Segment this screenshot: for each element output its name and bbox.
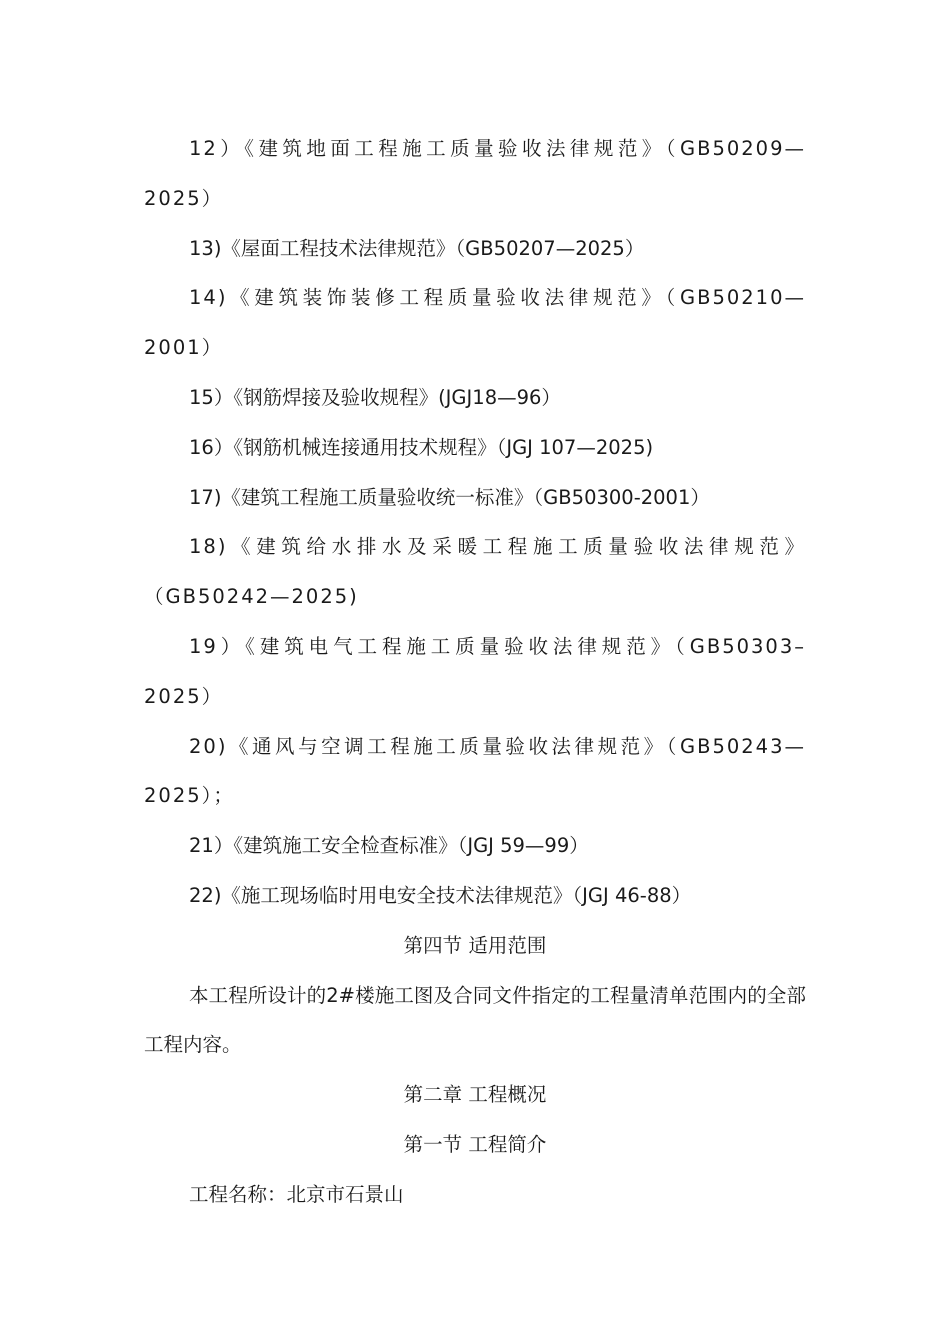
project-name-line: 工程名称：北京市石景山 bbox=[189, 1182, 404, 1206]
chapter-heading-overview: 第二章 工程概况 bbox=[403, 1083, 547, 1107]
section-heading-intro: 第一节 工程简介 bbox=[403, 1132, 547, 1156]
document-body bbox=[144, 124, 806, 1220]
reference-item-21: 21）《建筑施工安全检查标准》（JGJ 59—99） bbox=[189, 834, 589, 858]
reference-item-18: 18)《建筑给水排水及采暖工程施工质量验收法律规范》（GB50242—2025) bbox=[144, 535, 806, 609]
reference-item-15: 15）《钢筋焊接及验收规程》(JGJ18—96） bbox=[189, 385, 561, 409]
reference-item-12: 12）《建筑地面工程施工质量验收法律规范》（GB50209—2025） bbox=[144, 137, 806, 210]
reference-item-19: 19）《建筑电气工程施工质量验收法律规范》（GB50303–2025） bbox=[144, 634, 806, 708]
reference-item-17: 17)《建筑工程施工质量验收统一标准》（GB50300-2001） bbox=[189, 485, 710, 509]
reference-item-16: 16）《钢筋机械连接通用技术规程》（JGJ 107—2025) bbox=[189, 435, 654, 459]
reference-item-14: 14)《建筑装饰装修工程质量验收法律规范》（GB50210—2001） bbox=[144, 286, 806, 360]
reference-item-13: 13)《屋面工程技术法律规范》（GB50207—2025） bbox=[189, 236, 645, 260]
reference-item-20: 20)《通风与空调工程施工质量验收法律规范》（GB50243—2025）； bbox=[144, 734, 806, 808]
section-heading-scope: 第四节 适用范围 bbox=[403, 933, 547, 957]
reference-item-22: 22)《施工现场临时用电安全技术法律规范》（JGJ 46-88） bbox=[189, 883, 692, 907]
scope-paragraph: 本工程所设计的2#楼施工图及合同文件指定的工程量清单范围内的全部工程内容。 bbox=[144, 983, 806, 1057]
